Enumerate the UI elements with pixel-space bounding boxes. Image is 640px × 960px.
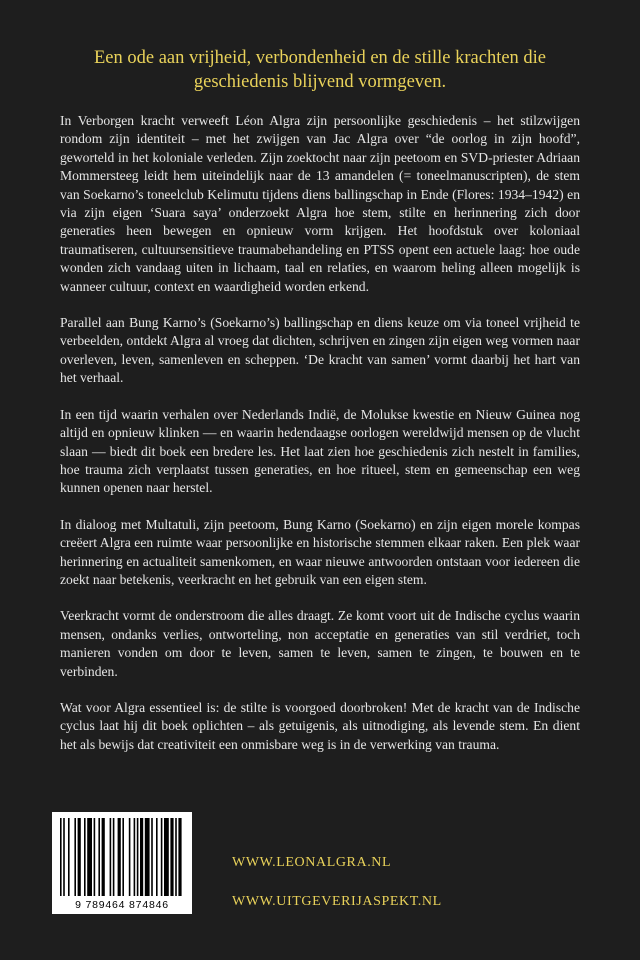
barcode-bar xyxy=(68,818,70,896)
barcode-bar xyxy=(156,818,158,896)
barcode-bar xyxy=(84,818,86,896)
paragraph-5: Veerkracht vormt de onderstroom die alles draagt. Ze komt voort uit de Indische cyclus waarin mensen, ondanks verlies, ontworteling, non acceptatie en generaties van stil verdriet, toch manieren vonden om door te leven, samen te leven, samen te zingen, te bouwen en te verbinden. xyxy=(60,608,580,679)
tagline: Een ode aan vrijheid, verbondenheid en de stille krachten die geschiedenis blijvend vormgeven. xyxy=(93,48,547,92)
barcode-bar xyxy=(87,818,92,896)
paragraph-2: Parallel aan Bung Karno’s (Soekarno’s) ballingschap en diens keuze om via toneel vrijheid te verbeelden, ontdekt Algra al vroeg dat dichten, schrijven en zingen zijn eigen weg vormen naar overleven, leven, samenleven en scheppen. ‘De kracht van samen’ vormt daarbij het hart van het verhaal. xyxy=(60,315,580,386)
publisher-website-link[interactable]: WWW.UITGEVERIJASPEKT.NL xyxy=(232,894,442,909)
barcode-bar xyxy=(98,818,100,896)
back-cover-text xyxy=(60,112,580,772)
barcode-bar xyxy=(137,818,139,896)
barcode-bar xyxy=(129,818,131,896)
paragraph-1: In Verborgen kracht verweeft Léon Algra zijn persoonlijke geschiedenis – het stilzwijgen rondom zijn identiteit – met het zwijgen van Jac Algra over “de oorlog in zijn hoofd”, geworteld in het koloniale verleden. Zijn zoektocht naar zijn peetoom en SVD-priester Adriaan Mommersteeg leidt hem uiteindelijk naar de 13 amandelen (= toneelmanuscripten), de stem van Soekarno’s toneelclub Kelimutu tijdens diens ballingschap in Ende (Flores: 1934–1942) en via zijn eigen ‘Suara saya’ onderzoekt Algra hoe stem, stilte en herinnering zich door generaties heen bewegen en opnieuw vorm krijgen. Het hoofdstuk over koloniaal traumatiseren, cultuursensitieve traumabehandeling en PTSS opent een actuele laag: hoe oude wonden zich vandaag uiten in lichaam, taal en relaties, en waarom heling alleen mogelijk is wanneer cultuur, context en waardigheid worden erkend. xyxy=(60,113,580,294)
barcode-bar xyxy=(118,818,121,896)
barcode-bar xyxy=(178,818,181,896)
paragraph-3: In een tijd waarin verhalen over Nederlands Indië, de Molukse kwestie en Nieuw Guinea nog altijd en opnieuw klinken — en waarin hedendaagse oorlogen wereldwijd mensen op de vlucht slaan — biedt dit boek een bredere les. Het laat zien hoe geschiedenis zich nestelt in families, hoe trauma zich verplaatst tussen generaties, en hoe ritueel, stem en gemeenschap een weg kunnen openen naar herstel. xyxy=(60,406,580,496)
barcode-bar xyxy=(102,818,105,896)
barcode-bar xyxy=(151,818,153,896)
barcode-bar xyxy=(74,818,76,896)
barcode-bar xyxy=(94,818,96,896)
barcode-bar xyxy=(145,818,150,896)
barcode-bar xyxy=(63,818,65,896)
barcode-bar xyxy=(134,818,136,896)
barcode-bar xyxy=(175,818,177,896)
paragraph-6: Wat voor Algra essentieel is: de stilte is voorgoed doorbroken! Met de kracht van de Indische cyclus laat hij dit boek oplichten – als getuigenis, als uitnodiging, als levende stem. En dient het als bewijs dat creativiteit een onmisbare weg is in de verwerking van trauma. xyxy=(60,699,580,752)
barcode-bar xyxy=(164,818,169,896)
barcode-bar xyxy=(122,818,124,896)
author-website-link[interactable]: WWW.LEONALGRA.NL xyxy=(232,855,392,870)
isbn-number: 9 789464 874846 xyxy=(75,899,169,911)
barcode-bars-icon xyxy=(52,812,192,898)
barcode-bar xyxy=(170,818,173,896)
isbn-barcode xyxy=(52,812,192,914)
barcode-bar xyxy=(113,818,115,896)
paragraph-4: In dialoog met Multatuli, zijn peetoom, Bung Karno (Soekarno) en zijn eigen morele kompas creëert Algra een ruimte waar persoonlijke en historische stemmen elkaar raken. Een plek waar herinnering en actualiteit samenkomen, en waar nieuwe antwoorden ontstaan voor iedereen die zoekt naar betekenis, veerkracht en het gebruik van een eigen stem. xyxy=(60,516,580,587)
barcode-bar xyxy=(140,818,143,896)
barcode-bar xyxy=(78,818,81,896)
barcode-bar xyxy=(60,818,62,896)
barcode-bar xyxy=(161,818,163,896)
barcode-bar xyxy=(110,818,112,896)
